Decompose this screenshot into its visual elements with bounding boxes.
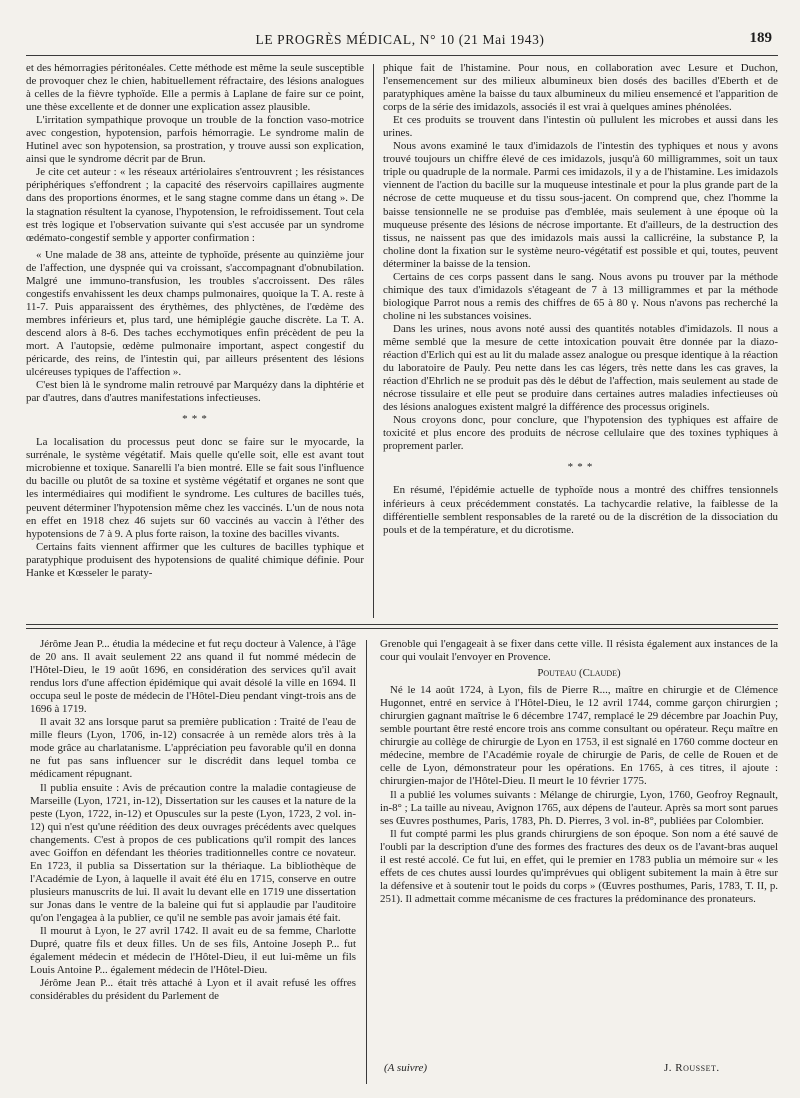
- lower-left-column: [30, 638, 356, 1082]
- section-separator: * * *: [567, 461, 594, 474]
- paragraph: Il a publié les volumes suivants : Mélange de chirurgie, Lyon, 1760, Geofroy Regnault, in-8° ; La taille au niveau, Avignon 1765, aux dépens de l'auteur. Après sa mort sont parues ses Œuvres posthumes, Paris, 1783, Ph. D. Pierres, 3 vol. in-8°, publiées par Colombier.: [380, 788, 778, 827]
- paragraph: Certains faits viennent affirmer que les cultures de bacilles typhique et paratyphique produisent des hypotensions de qualité chimique définie. Pour Hanke et Kœsseler le paraty-: [26, 540, 364, 579]
- page-number: 189: [749, 30, 772, 46]
- running-title: LE PROGRÈS MÉDICAL, N° 10 (21 Mai 1943): [255, 32, 545, 47]
- column-divider: [373, 64, 374, 618]
- paragraph: Jérôme Jean P... était très attaché à Lyon et il avait refusé les offres considérables du président du Parlement de: [30, 977, 356, 1003]
- paragraph: Et ces produits se trouvent dans l'intestin où pullulent les microbes et aussi dans les urines.: [383, 114, 778, 140]
- paragraph: Certains de ces corps passent dans le sang. Nous avons pu trouver par la méthode chimique des taux d'imidazols s'étageant de 7 à 13 milligrammes et par la méthode biologique Parrot nous a remis des chiffres de 65 à 80 γ. Nous n'avons pas recherché la choline ni les substances voisines.: [383, 270, 778, 322]
- paragraph: C'est bien là le syndrome malin retrouvé par Marquézy dans la diphtérie et par d'autres, dans d'autres manifestations infectieuses.: [26, 379, 364, 405]
- author-signature: J. Rousset.: [664, 1062, 720, 1074]
- to-be-continued: (A suivre): [384, 1062, 428, 1074]
- section-rule: [26, 624, 778, 625]
- paragraph: Né le 14 août 1724, à Lyon, fils de Pierre R..., maître en chirurgie et de Clémence Hugonnet, entré en service à l'Hôtel-Dieu, le 12 avril 1744, comme garçon chirurgien ; chirurgien gagnant maîtrise le 6 décembre 1747, remplacé le 29 décembre par Joachin Puy, semble pourtant être resté encore trois ans comme consultant ou opérateur. Reçu maître en chirurgie au collège de chirurgie de Lyon en 1753, il est signalé en 1760 comme docteur en médecine, membre de l'Académie royale de chirurgie de Paris, de celle de Rouen et de celle de Lyon, démonstrateur pour les opérations. En 1765, à ces titres, il ajoute : chirurgien-major de l'Hôtel-Dieu. Il meurt le 10 février 1775.: [380, 684, 778, 788]
- paragraph: et des hémorragies péritonéales. Cette méthode est même la seule susceptible de provoquer chez le chien, habituellement réfractaire, des lésions analogues à celles de la fièvre typhoïde. Elle a permis à Laplane de faire sur ce point, une thèse excellente et de donner une explication assez plausible.: [26, 62, 364, 114]
- paragraph: En résumé, l'épidémie actuelle de typhoïde nous a montré des chiffres tensionnels inférieurs à ceux précédemment constatés. La tachycardie relative, la faiblesse de la différentielle semblent responsables de la rareté ou de la discrétion de la dissociation du pouls et de la température, et du dicrotisme.: [383, 484, 778, 536]
- section-separator: * * *: [182, 413, 208, 426]
- paragraph: Jérôme Jean P... étudia la médecine et fut reçu docteur à Valence, à l'âge de 20 ans. Il avait seulement 22 ans quand il fut nommé médecin de l'Hôtel-Dieu, le 19 août 1696, en considération des services qu'il avait rendus lors d'une affection épidémique qui avait désolé la ville en 1694. Il occupa seul le poste de médecin de l'Hôtel-Dieu pendant vingt-trois ans de 1696 à 1719.: [30, 638, 356, 716]
- paragraph: Je cite cet auteur : « les réseaux artériolaires s'entrouvrent ; les résistances périphériques s'effondrent ; la capacité des réservoirs capillaires augmente dans des proportions énormes, et le sang stagne comme dans un étang ». De la stagnation résultent la cyanose, l'hypotension, le refroidissement. Tout cela est très logique et l'observation suivante qui s'est accusée par un syndrome œdémato-congestif semble y apporter confirmation :: [26, 166, 364, 244]
- biography-heading: Pouteau (Claude): [537, 667, 621, 680]
- paragraph: L'irritation sympathique provoque un trouble de la fonction vaso-motrice avec congestion, hypotension, parfois hémorragie. Le syndrome malin de Hutinel avec son hypotension, sa prostration, y trouve aussi son explication, ainsi que le syndrome décrit par de Brun.: [26, 114, 364, 166]
- paragraph: Il fut compté parmi les plus grands chirurgiens de son époque. Son nom a été sauvé de l'oubli par la description d'une des formes des fractures des deux os de l'avant-bras auquel il est resté accolé. Ce fut lui, en effet, qui le premier en 1783 publia un mémoire sur « les effets de ces chutes aussi lourdes qu'imprévues qui obligent subitement la main à être sur la défensive et à soutenir tout le poids du corps » (Œuvres posthumes, Paris, 1783, T. II, p. 251). Il admettait comme mécanisme de ces fractures la prédominance des pronateurs.: [380, 827, 778, 905]
- paragraph: Il mourut à Lyon, le 27 avril 1742. Il avait eu de sa femme, Charlotte Dupré, quatre fils et deux filles. Un de ses fils, Antoine Joseph P... fut également médecin et médecin de l'Hôtel-Dieu, il eut lui-même un fils Louis Antoine P... également médecin de l'Hôtel-Dieu.: [30, 925, 356, 977]
- page-header: [20, 30, 780, 52]
- paragraph: Nous avons examiné le taux d'imidazols de l'intestin des typhiques et nous y avons trouvé toujours un chiffre élevé de ces imidazols, jusqu'à 60 milligrammes, soit un taux triple ou quadruple de la normale. Parmi ces imidazols, il y a de l'histamine. Les imidazols viennent de l'action du bacille sur la muqueuse intestinale et pour la plus grande part de la nécrose de cette muqueuse et du tissu sous-jacent. On comprend que, chez l'homme la baisse tensionnelle ne se produise pas d'emblée, mais seulement à une époque où la muqueuse présente des lésions de nécrose importante. Et d'ailleurs, de la destruction des tissus, ne naissent pas que des imidazols mais aussi la callicréine, la substance P, la choline dont la fixation sur le système neuro-végétatif est possible et qui, toutes, peuvent déterminer la baisse de la tension.: [383, 140, 778, 270]
- paragraph: Dans les urines, nous avons noté aussi des quantités notables d'imidazols. Il nous a même semblé que la mesure de cette intoxication pouvait être donnée par la diazo-réaction d'Erlich qui est au lit du malade assez analogue ou presque identique à la réaction du laboratoire de Pauly. Peu nette dans les cas légers, très nette dans les cas graves, la réaction d'Ehrlich ne se produit pas dès le début de l'affection, mais seulement au stade de nécrose tissulaire et elle peut se produire dans certaines autres maladies infectieuses où des lésions analogues existent malgré la différence des processus originels.: [383, 322, 778, 414]
- paragraph: Grenoble qui l'engageait à se fixer dans cette ville. Il résista également aux instances de la cour qui voulait l'envoyer en Provence.: [380, 638, 778, 664]
- lower-right-column: [380, 638, 778, 1058]
- paragraph: La localisation du processus peut donc se faire sur le myocarde, la surrénale, le système végétatif. Mais quelle qu'elle soit, elle est avant tout microbienne et toxique. Sanarelli l'a bien montré. Elle se fait sous l'influence du bacille ou plutôt de sa toxine et système végétatif et organes ne sont que les intermédiaires qui modifient le syndrome. Les cultures de bacilles tués, peuvent déterminer l'hypotension même chez les vaccinés. L'un de nous nota en effet en 1918 chez 46 sujets sur 60 vaccinés au vaccin à l'éther des hypotensions de 7 à 9. A plus forte raison, la toxine des bacilles vivants.: [26, 436, 364, 540]
- header-rule: [26, 55, 778, 56]
- paragraph: phique fait de l'histamine. Pour nous, en collaboration avec Lesure et Duchon, l'ensemencement sur des milieux albumineux bien dosés des bacilles d'Eberth et de paratyphiques amène la baisse du taux albumineux du milieu ensemencé et l'apparition de corps de la série des imidazols, associés il est vrai à quelques amines phénolées.: [383, 62, 778, 114]
- upper-left-column: [26, 62, 364, 620]
- paragraph: Il publia ensuite : Avis de précaution contre la maladie contagieuse de Marseille (Lyon, 1721, in-12), Dissertation sur les causes et la nature de la peste (Lyon, 1722, in-12) et Opuscules sur la peste (Lyon, 1723, 2 vol. in-12) qui n'est qu'une réédition des deux ouvrages précédents avec quelques changements. C'est à propos de ces publications qu'il rompit des lances avec Goiffon en défendant les théories traditionnelles contre ce novateur. En 1723, il publia sa Dissertation sur la thériaque. La bibliothèque de l'Académie de Lyon, à laquelle il avait été élu en 1715, conserve en outre plusieurs manuscrits de lui. Il avait lu devant elle en 1719 une dissertation sur Jonas dans le ventre de la baleine qui fut si applaudie par l'auditoire qu'on l'engagea à la publier, ce qu'il ne semble pas avoir jamais été fait.: [30, 781, 356, 924]
- paragraph: Nous croyons donc, pour conclure, que l'hypotension des typhiques est affaire de toxicité et plus encore des produits de nécrose cellulaire que des toxines typhiques à proprement parler.: [383, 414, 778, 453]
- paragraph: Il avait 32 ans lorsque parut sa première publication : Traité de l'eau de mille fleurs (Lyon, 1706, in-12) consacrée à un remède alors très à la mode grâce au charlatanisme. L'appréciation peu favorable qu'il en donna ne fut pas sans influencer sur le discrédit dans lequel tomba ce médicament répugnant.: [30, 716, 356, 781]
- quoted-observation: « Une malade de 38 ans, atteinte de typhoïde, présente au quinzième jour de l'affection, une dyspnée qui va croissant, s'accompagnant d'obnubilation. Malgré une immuno-transfusion, les troubles s'accroissent. Des râles congestifs envahissent les deux champs pulmonaires, quoique la T. A. reste à 11-7. Puis apparaissent des érythèmes, des phlyctènes, de l'œdème des membres inférieurs et, plus tard, une hémiplégie gauche discrète. La T. A. descend alors à 8-6. Des taches ecchymotiques enfin précèdent de peu la mort. A l'autopsie, œdème pulmonaire important, aspect congestif du péricarde, des reins, de l'intestin qui, par ailleurs présentent des lésions ulcéreuses typiques de l'affection ».: [26, 248, 364, 379]
- section-rule: [26, 628, 778, 629]
- upper-right-column: [383, 62, 778, 620]
- column-divider: [366, 640, 367, 1084]
